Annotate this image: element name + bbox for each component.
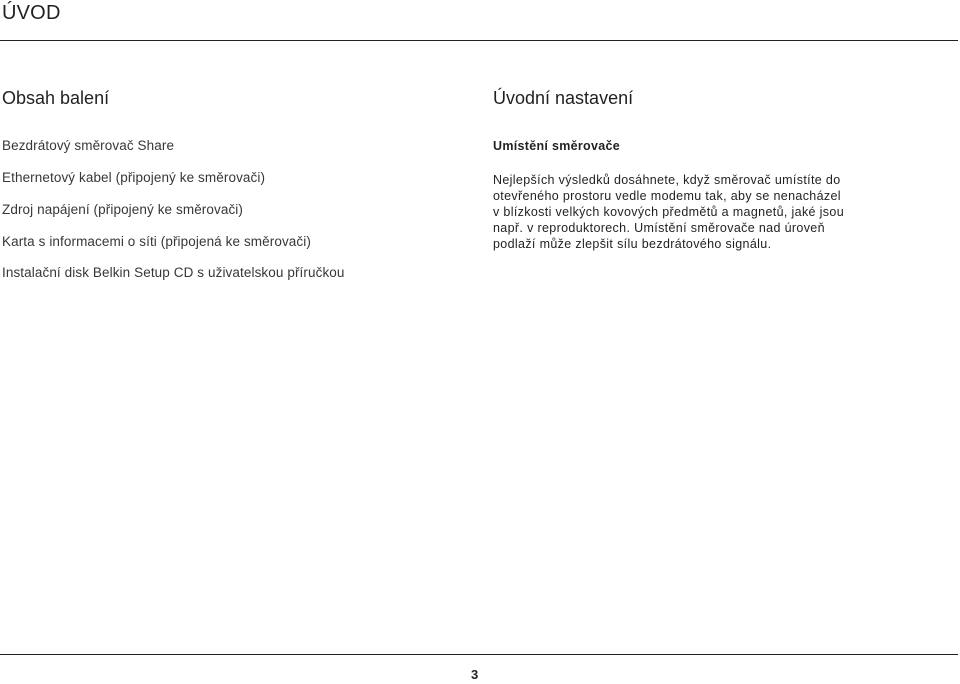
paragraph-line: podlaží může zlepšit sílu bezdrátového signálu.	[493, 237, 772, 251]
paragraph-line: otevřeného prostoru vedle modemu tak, aby se nenacházel	[493, 189, 841, 203]
paragraph-line: v blízkosti velkých kovových předmětů a magnetů, jaké jsou	[493, 205, 845, 219]
list-item: Bezdrátový směrovač Share	[2, 138, 175, 153]
paragraph-line: např. v reproduktorech. Umístění směrovače nad úroveň	[493, 221, 825, 235]
section-title: ÚVOD	[2, 2, 61, 24]
list-item: Ethernetový kabel (připojený ke směrovači)	[2, 170, 266, 185]
initial-setup-heading: Úvodní nastavení	[493, 88, 634, 108]
package-contents-list	[2, 0, 462, 684]
list-item: Zdroj napájení (připojený ke směrovači)	[2, 202, 244, 217]
paragraph-line: Nejlepších výsledků dosáhnete, když směrovač umístíte do	[493, 173, 841, 187]
page-number: 3	[471, 667, 479, 682]
router-placement-subheading: Umístění směrovače	[493, 139, 620, 153]
footer-divider	[0, 654, 958, 655]
package-contents-heading: Obsah balení	[2, 88, 110, 108]
list-item: Instalační disk Belkin Setup CD s uživatelskou příručkou	[2, 265, 345, 280]
router-placement-paragraph	[493, 172, 960, 252]
list-item: Karta s informacemi o síti (připojená ke směrovači)	[2, 234, 311, 249]
